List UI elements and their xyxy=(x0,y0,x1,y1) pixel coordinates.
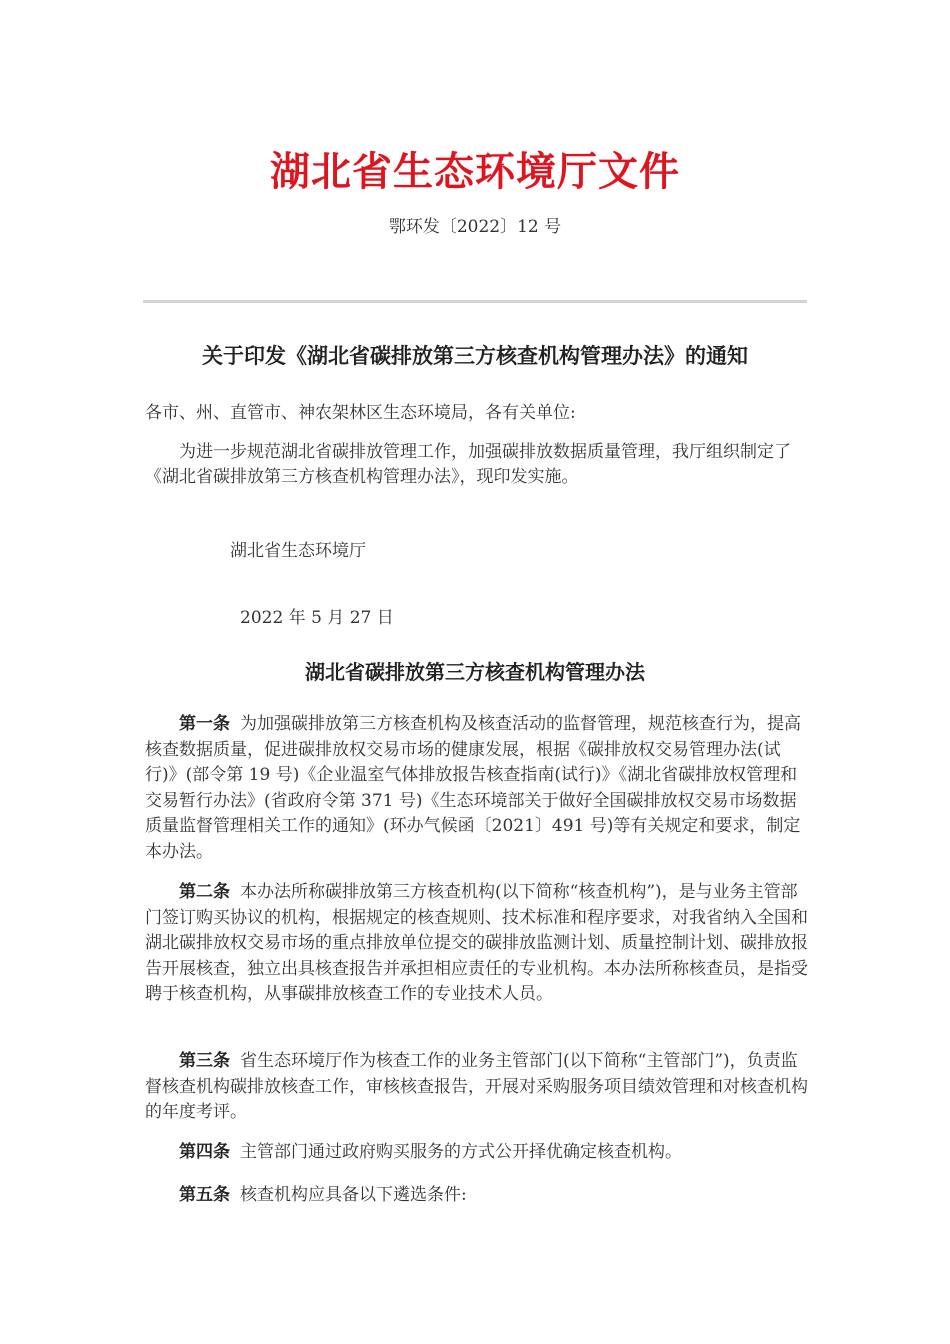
notice-signature: 湖北省生态环境厅 xyxy=(230,541,366,561)
article-text: 省生态环境厅作为核查工作的业务主管部门(以下简称“主管部门”)，负责监督核查机构碳排放核查工作，审核核查报告，开展对采购服务项目绩效管理和对核查机构的年度考评。 xyxy=(145,1051,808,1122)
article-5 xyxy=(145,1183,809,1209)
article-text: 本办法所称碳排放第三方核查机构(以下简称“核查机构”)，是与业务主管部门签订购买协议的机构，根据规定的核查规则、技术标准和程序要求，对我省纳入全国和湖北碳排放权交易市场的重点排放单位提交的碳排放监测计划、质量控制计划、碳排放报告开展核查，独立出具核查报告并承担相应责任的专业机构。本办法所称核查员，是指受聘于核查机构，从事碳排放核查工作的专业技术人员。 xyxy=(145,882,808,1004)
article-label: 第二条 xyxy=(179,882,230,902)
article-4 xyxy=(145,1140,809,1166)
article-2 xyxy=(145,880,809,1008)
notice-date: 2022 年 5 月 27 日 xyxy=(240,608,394,628)
article-label: 第五条 xyxy=(179,1185,230,1205)
measures-title: 湖北省碳排放第三方核查机构管理办法 xyxy=(305,660,645,684)
document-number: 鄂环发〔2022〕12 号 xyxy=(388,217,562,237)
article-label: 第一条 xyxy=(179,714,230,734)
notice-title: 关于印发《湖北省碳排放第三方核查机构管理办法》的通知 xyxy=(202,344,748,368)
article-label: 第四条 xyxy=(179,1142,230,1162)
article-3 xyxy=(145,1049,809,1126)
article-text: 主管部门通过政府购买服务的方式公开择优确定核查机构。 xyxy=(240,1142,682,1162)
notice-body: 为进一步规范湖北省碳排放管理工作，加强碳排放数据质量管理，我厅组织制定了《湖北省碳排放第三方核查机构管理办法》，现印发实施。 xyxy=(145,442,791,487)
notice-addressee: 各市、州、直管市、神农架林区生态环境局，各有关单位: xyxy=(145,403,576,423)
article-1 xyxy=(145,712,809,865)
header-divider xyxy=(143,300,807,303)
article-label: 第三条 xyxy=(179,1051,230,1071)
document-header-title: 湖北省生态环境厅文件 xyxy=(270,149,680,195)
article-text: 核查机构应具备以下遴选条件: xyxy=(240,1185,467,1205)
article-text: 为加强碳排放第三方核查机构及核查活动的监督管理，规范核查行为，提高核查数据质量，促进碳排放权交易市场的健康发展，根据《碳排放权交易管理办法(试行)》(部令第 19 号)《企业温室气体排放报告核查指南(试行)》《湖北省碳排放权管理和交易暂行办法》(省政府令第 371 号)《生态环境部关于做好全国碳排放权交易市场数据质量监督管理相关工作的通知》(环办气候函〔2021〕491 号)等有关规定和要求，制定本办法。 xyxy=(145,714,801,862)
